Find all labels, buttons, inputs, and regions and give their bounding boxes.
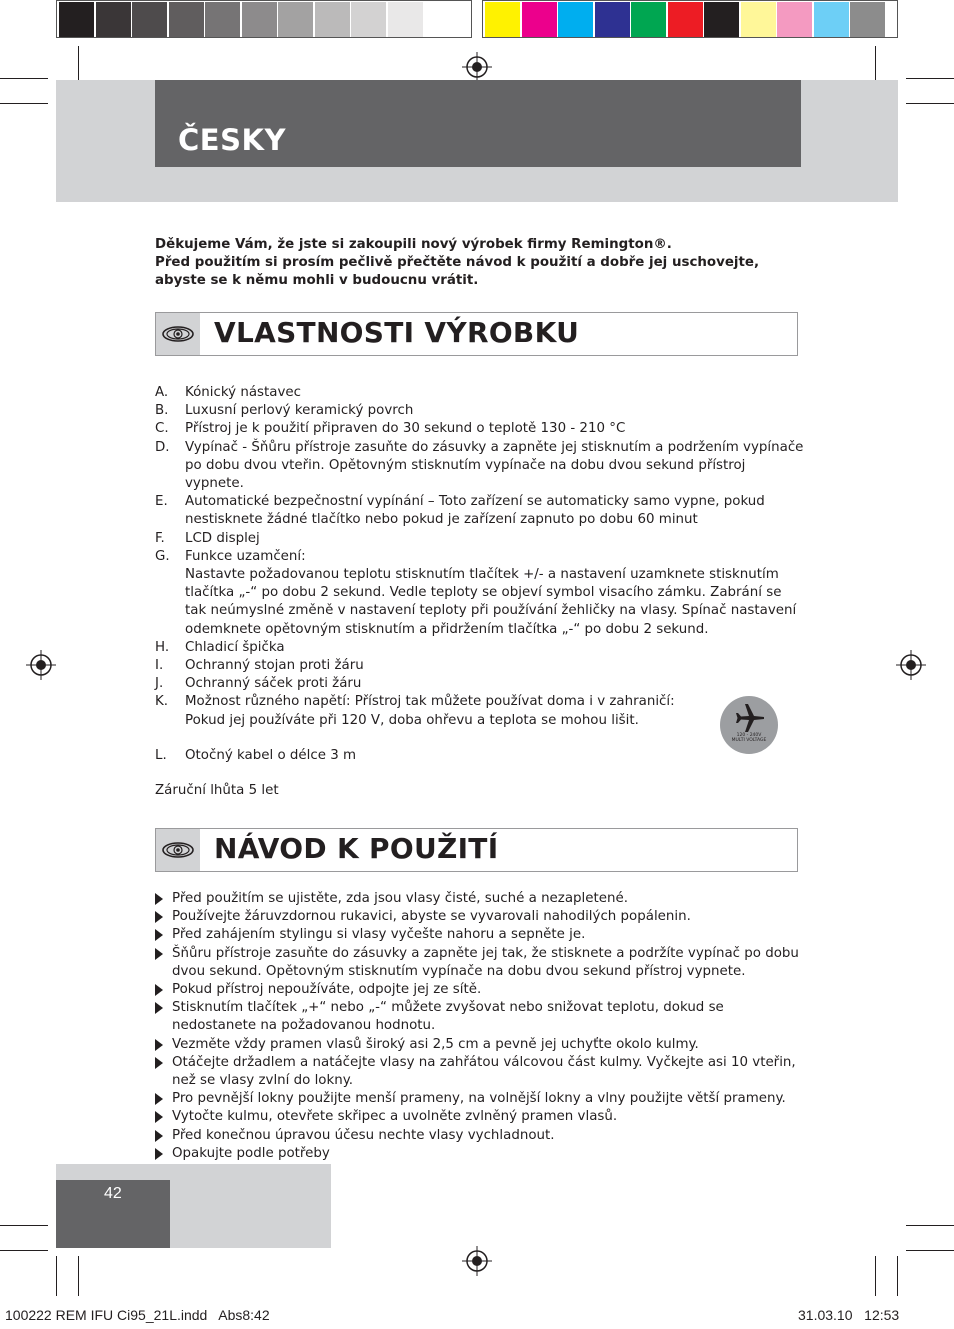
feature-text: Automatické bezpečnostní vypínání – Toto zařízení se automaticky samo vypne, pokud nestisknete žádné tlačítko nebo pokud je zařízení zapnuto po dobu 60 minut [185,494,765,528]
color-swatch [741,2,776,37]
feature-item [155,747,805,765]
feature-item [155,530,805,548]
feature-item [155,439,805,494]
bullet-arrow-icon [155,1130,163,1142]
feature-item [155,639,805,657]
feature-text: Vypínač - Šňůru přístroje zasuňte do zásuvky a zapněte jej stisknutím a podržením vypínače po dobu dvou vteřin. Opětovným stisknutím vypínače na dobu dvou sekund přístroj vypnete. [185,439,804,492]
color-swatch [424,2,459,37]
warranty-text: Záruční lhůta 5 let [155,783,279,798]
badge-line: 120 - 240V [736,733,762,738]
usage-step-text: Opakujte podle potřeby [172,1145,330,1161]
bullet-arrow-icon [155,893,163,905]
feature-letter: D. [155,439,170,455]
feature-letter: F. [155,530,165,546]
feature-letter: H. [155,639,170,655]
usage-step [155,926,805,944]
usage-step-text: Před zahájením stylingu si vlasy vyčešte nahoru a sepněte je. [172,927,586,943]
color-swatch [315,2,350,37]
usage-step [155,908,805,926]
color-swatch [777,2,812,37]
feature-text: Otočný kabel o délce 3 m [185,747,357,763]
usage-step [155,981,805,999]
features-section-title: VLASTNOSTI VÝROBKU [214,316,580,349]
bullet-arrow-icon [155,1002,163,1014]
feature-letter: E. [155,494,168,510]
feature-letter: L. [155,747,167,763]
feature-detail: Pokud jej používáte při 120 V, doba ohřevu a teplota se mohou lišit. [185,712,639,728]
usage-step-text: Pokud přístroj nepoužíváte, odpojte jej ze sítě. [172,982,482,998]
feature-text: LCD displej [185,530,260,546]
feature-item [155,402,805,420]
bullet-arrow-icon [155,911,163,923]
feature-text: Ochranný sáček proti žáru [185,676,362,692]
color-swatch [169,2,204,37]
color-swatch [522,2,557,37]
feature-item [155,548,805,639]
color-swatch [242,2,277,37]
feature-text: Funkce uzamčení: [185,548,306,564]
registration-mark-icon [26,650,56,680]
feature-item [155,657,805,675]
feature-letter: I. [155,658,164,674]
usage-section-heading [155,828,798,872]
feature-item [155,420,805,438]
registration-mark-icon [462,52,492,82]
usage-step [155,1054,805,1090]
intro-line: abyste se k němu mohli v budoucnu vrátit. [155,273,479,288]
usage-step [155,1127,805,1145]
feature-item [155,693,805,729]
bullet-arrow-icon [155,1148,163,1160]
usage-step [155,1145,805,1163]
color-swatch [132,2,167,37]
crop-mark [906,78,954,79]
usage-step-text: Před konečnou úpravou účesu nechte vlasy vychladnout. [172,1127,555,1143]
usage-step-text: Před použitím se ujistěte, zda jsou vlasy čisté, suché a nezapletené. [172,891,628,906]
crop-mark [906,103,954,104]
usage-step-text: Pro pevnější lokny použijte menší prameny, na volnější lokny a vlny použijte větší prameny. [172,1091,786,1107]
usage-step [155,1090,805,1108]
usage-steps-list [155,890,805,1163]
badge-line: MULTI VOLTAGE [731,738,767,743]
features-section-heading [155,312,798,356]
usage-step-text: Vezměte vždy pramen vlasů široký asi 2,5 cm a pevně jej uchyťte okolo kulmy. [172,1036,699,1052]
feature-text: Kónický nástavec [185,385,301,400]
color-swatch [631,2,666,37]
feature-item [155,493,805,529]
crop-mark [875,46,876,84]
usage-step [155,1036,805,1054]
footer-file-info: 100222 REM IFU Ci95_21L.indd Abs8:42 [5,1307,270,1323]
bullet-arrow-icon [155,948,163,960]
crop-mark [0,1250,48,1251]
feature-text: Luxusní perlový keramický povrch [185,403,414,419]
color-swatch [558,2,593,37]
feature-detail: Nastavte požadovanou teplotu stisknutím tlačítek +/- a nastavení uzamknete stisknutím tlačítka „-“ po dobu 2 sekund. Vedle teploty se objeví symbol visacího zámku. Zabrání se tak neúmyslné změně v nastavení teploty při používání žehličky na vlasy. Spínač nastavení odemknete opětovným stisknutím a přidržením tlačítka „-“ po dobu 2 sekund. [185,567,797,637]
feature-text: Ochranný stojan proti žáru [185,658,364,674]
eye-icon [156,313,200,355]
page-number: 42 [104,1185,122,1202]
color-swatch [59,2,94,37]
intro-text [155,236,815,290]
eye-icon [156,829,200,871]
color-swatch [814,2,849,37]
usage-step [155,999,805,1035]
bullet-arrow-icon [155,1039,163,1051]
usage-step-text: Vytočte kulmu, otevřete skřipec a uvolněte zvlněný pramen vlasů. [172,1109,618,1125]
usage-step-text: Otáčejte držadlem a natáčejte vlasy na zahřátou válcovou část kulmy. Vyčkejte asi 10 vteřin, než se vlasy zvlní do lokny. [172,1054,796,1089]
intro-line: Před použitím si prosím pečlivě přečtěte návod k použití a dobře jej uschovejte, [155,255,760,270]
color-swatch [704,2,739,37]
feature-text: Možnost různého napětí: Přístroj tak můžete používat doma i v zahraničí: [185,694,675,710]
usage-step-text: Šňůru přístroje zasuňte do zásuvky a zapněte jej tak, že stisknete a podržíte vypínač po dobu dvou sekund. Opětovným stisknutím vypínače na dobu dvou sekund přístroj vypnete. [172,945,799,979]
footer-date: 31.03.10 12:53 [798,1307,900,1323]
bullet-arrow-icon [155,1111,163,1123]
feature-text: Přístroj je k použití připraven do 30 sekund o teplotě 130 - 210 °C [185,421,626,437]
registration-mark-icon [896,650,926,680]
color-swatch [595,2,630,37]
usage-section-title: NÁVOD K POUŽITÍ [214,832,499,865]
crop-mark [875,1256,876,1296]
color-swatch [668,2,703,37]
crop-mark [0,1225,48,1226]
crop-mark [78,46,79,84]
airplane-icon [720,698,778,738]
crop-mark [56,1256,57,1296]
features-list [155,384,805,765]
multi-voltage-badge [720,696,778,754]
crop-mark [0,103,48,104]
badge-text [720,733,778,743]
crop-mark [0,78,48,79]
usage-step-text: Používejte žáruvzdornou rukavici, abyste se vyvarovali nahodilých popálenin. [172,909,691,925]
color-swatch [205,2,240,37]
color-swatch [278,2,313,37]
intro-line: Děkujeme Vám, že jste si zakoupili nový výrobek firmy Remington®. [155,237,672,252]
feature-letter: B. [155,403,169,419]
bullet-arrow-icon [155,1093,163,1105]
page-title: ČESKY [178,123,286,157]
feature-letter: K. [155,694,169,710]
feature-letter: A. [155,385,169,400]
feature-item [155,384,805,402]
color-swatch [388,2,423,37]
color-swatch [96,2,131,37]
bullet-arrow-icon [155,984,163,996]
usage-step-text: Stisknutím tlačítek „+“ nebo „-“ můžete zvyšovat nebo snižovat teplotu, dokud se nedostanete na požadovanou hodnotu. [172,1000,724,1034]
usage-step [155,890,805,908]
color-swatch [351,2,386,37]
feature-text: Chladicí špička [185,639,285,655]
crop-mark [78,1256,79,1296]
feature-letter: C. [155,421,169,437]
usage-step [155,945,805,981]
crop-mark [906,1225,954,1226]
feature-item [155,675,805,693]
crop-mark [906,1250,954,1251]
color-swatch [850,2,885,37]
bullet-arrow-icon [155,929,163,941]
usage-step [155,1108,805,1126]
feature-letter: G. [155,548,170,564]
crop-mark [897,1256,898,1296]
feature-letter: J. [155,676,164,692]
color-swatch [485,2,520,37]
bullet-arrow-icon [155,1057,163,1069]
registration-mark-icon [462,1246,492,1276]
